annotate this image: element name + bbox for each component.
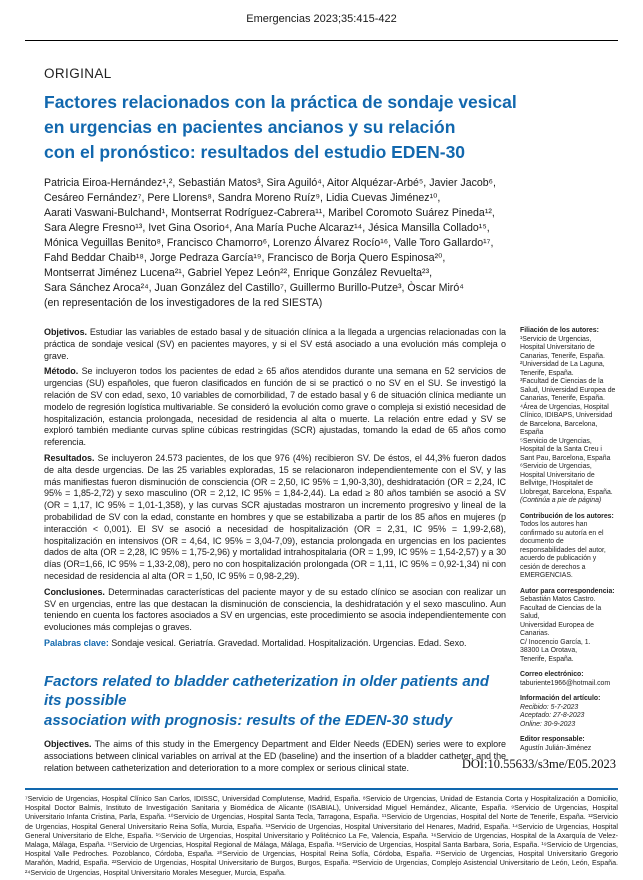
keywords-text: Sondaje vesical. Geriatría. Gravedad. Mortalidad. Hospitalización. Urgencias. Edad. Sexo. (111, 637, 467, 648)
title-line: Factors related to bladder catheterization in older patients and its possible (44, 672, 490, 710)
abstract-paragraph: Objetivos. Estudiar las variables de estado basal y de situación clínica a la llegada a urgencias relacionadas con la práctica de sondaje vesical (SV) en pacientes mayores, y si el SV está asociado a una evolución más compleja o grave. (44, 327, 506, 361)
sidebar-heading: Filiación de los autores: (520, 327, 599, 334)
sidebar (520, 327, 618, 779)
sidebar-line: Universidad Europea de Canarias. (520, 621, 594, 637)
author-line: Sara Alegre Fresno¹³, Ivet Gina Osorio⁴, Ana María Puche Alcaraz¹⁴, Jésica Mansilla Collado¹⁵, (44, 222, 490, 234)
sidebar-line: 38300 La Orotava, (520, 647, 578, 654)
sidebar-line: Sebastián Matos Castro. (520, 596, 596, 603)
affiliations-footnote: ⁷Servicio de Urgencias, Hospital Clínico San Carlos, IDISSC, Universidad Complutense, Madrid, España. ⁸Servicio de Urgencias, Unidad de Estancia Corta y Hospitalización a Domicilio, Hospital Doctor Balmis, Instituto de Investigación Sanitaria y Biomédica de Alicante (ISABIAL), Universidad Miguel Hernández, Alicante, España. ⁹Servicio de Urgencias, Hospital Universitario Infanta Cristina, Parla, España. ¹⁰Servicio de Urgencias, Hospital Santa Tecla, Tarragona, España. ¹¹Servicio de Urgencias, Hospital del Norte de Tenerife, España. ¹²Servicio de Urgencias, Hospital General Universitario Reina Sofía, Murcia, España. ¹³Servicio de Urgencias, Hospital Universitario del Henares, Madrid, España. ¹⁴Servicio de Urgencias, Hospital General Universitario de Elche, España. ¹⁵Servicio de Urgencias, Hospital Universitario y Politécnico La Fe, Valencia, España. ¹⁶Servicio de Urgencias, Hospital de la Axarquía de Velez-Malaga, Málaga, España. ¹⁷Servicio de Urgencias, Hospital Regional de Málaga, Málaga, España. ¹⁸Servicio de Urgencias, Hospital Santa Barbara, Soria, España. ¹⁹Servicio de Urgencias, Hospital Valle Pedroches. Pozoblanco, Córdoba, España. ²⁰Servicio de Urgencias, Hospital Reina Sofía, Córdoba, España. ²¹Servicio de Urgencias, Hospital Universitario Gregorio Marañón, Madrid, España. ²²Servicio de Urgencias, Hospital Universitario de Burgos, Burgos, España. ²³Servicio de Urgencias, Complejo Asistencial Universitario de León, León, España. ²⁴Servicio de Urgencias, Hospital Universitario Morales Meseguer, Murcia, España. (25, 795, 618, 877)
abstract-en-label: Objectives. (44, 739, 92, 750)
abstract-paragraph: Conclusiones. Determinadas características del paciente mayor y de su estado clínico se asocian con realizar un SV en urgencias, entre las que destacan la disminución de consciencia, la deshidratación y el sexo masculino. Aun teniendo en cuenta los factores asociados a SV en urgencias, este procedimiento se asocia independientemente con evoluciones más complejas o graves. (44, 586, 506, 633)
sidebar-heading: Correo electrónico: (520, 671, 584, 678)
paragraph-label: Conclusiones. (44, 586, 109, 597)
sidebar-line: Agustín Julián-Jiménez (520, 744, 592, 752)
author-list (44, 176, 589, 311)
keywords-label: Palabras clave: (44, 637, 109, 648)
author-line: Cesáreo Fernández⁷, Pere Llorens⁸, Sandra Moreno Ruíz⁹, Lidia Cuevas Jiménez¹⁰, (44, 192, 441, 204)
header-divider (25, 40, 618, 41)
sidebar-line: Todos los autores han confirmado su autoría en el documento de responsabilidades del autor, acuerdo de publicación y cesión de derechos a EMERGENCIAS. (520, 521, 606, 579)
author-line: Sara Sánchez Aroca²⁴, Juan González del Castillo⁷, Guillermo Burillo-Putze³, Òscar Miró⁴ (44, 282, 464, 294)
sidebar-line: ⁶Servicio de Urgencias, Hospital Universitario de Bellvitge, l'Hospitalet de Llobregat, Barcelona, España. (520, 463, 613, 496)
sidebar-heading: Autor para correspondencia: (520, 587, 615, 595)
author-line: (en representación de los investigadores de la red SIESTA) (44, 297, 323, 309)
sidebar-line: Recibido: 5-7-2023 (520, 703, 579, 711)
title-line: en urgencias en pacientes ancianos y su relación (44, 117, 456, 137)
sidebar-line: Aceptado: 27-8-2023 (520, 712, 585, 719)
sidebar-line: ²Universidad de La Laguna, Tenerife, España. (520, 361, 605, 377)
content-columns (44, 327, 618, 779)
paragraph-label: Resultados. (44, 452, 98, 463)
sidebar-line: Tenerife, España. (520, 655, 574, 663)
author-line: Mónica Veguillas Benito⁸, Francisco Chamorro⁶, Lorenzo Álvarez Rocío¹⁶, Valle Toro Gallardo¹⁷, (44, 237, 494, 249)
keywords-line (44, 638, 506, 650)
sidebar-line: ¹Servicio de Urgencias, Hospital Universitario de Canarias, Tenerife, España. (520, 335, 605, 360)
sidebar-heading: Información del artículo: (520, 695, 601, 702)
title-line: con el pronóstico: resultados del estudio EDEN-30 (44, 142, 466, 162)
abstract-en (44, 739, 506, 774)
sidebar-line: ³Facultad de Ciencias de la Salud, Universidad Europea de Canarias, Tenerife, España. (520, 378, 616, 402)
sidebar-line: Online: 30-9-2023 (520, 720, 576, 728)
sidebar-line: taburiente1966@hotmail.com (520, 679, 611, 687)
sidebar-block (520, 671, 618, 688)
sidebar-block (520, 695, 618, 729)
sidebar-line: ⁴Área de Urgencias, Hospital Clínico, IDIBAPS, Universidad de Barcelona, Barcelona, España (520, 403, 613, 436)
abstract-column (44, 327, 506, 779)
abstract-paragraph: Método. Se incluyeron todos los pacientes de edad ≥ 65 años atendidos durante una semana en 52 servicios de urgencias (SU) españoles, que fueron clasificados en función de si se practicó o no SV en el SU. Se investigó la relación de SV con edad, sexo, 10 variables de comorbilidad, 7 de estado basal y 6 de situación clínica mediante un modelo de regresión logística multivariable. Se consideró la evolución como grave o compleja si existió necesidad de hospitalización, estancia prolongada, necesidad de residencia al alta o muerte. La relación entre edad y SV se exploró también mediante curvas spline cúbicas restringidas (SCR) ajustadas, tomando la edad de 65 años como referencia. (44, 366, 506, 448)
sidebar-heading: Contribución de los autores: (520, 512, 614, 520)
sidebar-line: C/ Inocencio García, 1. (520, 638, 591, 646)
sidebar-line: ⁵Servicio de Urgencias, Hospital de la Santa Creu i Sant Pau, Barcelona, España (520, 437, 611, 462)
journal-reference: Emergencias 2023;35:415-422 (246, 13, 397, 25)
paragraph-label: Objetivos. (44, 327, 90, 337)
sidebar-block (520, 327, 618, 506)
article-title-en (44, 672, 506, 731)
paragraph-label: Método. (44, 366, 82, 377)
footer-divider (25, 788, 618, 790)
title-line: Factores relacionados con la práctica de sondaje vesical (44, 92, 517, 112)
abstract-paragraph: Resultados. Se incluyeron 24.573 pacientes, de los que 976 (4%) recibieron SV. De éstos, el 44,3% fueron dados de alta desde urgencias. De las 25 variables exploradas, 15 se relacionaron independientemente con el SV, y las más manifiestas fueron disminución de consciencia (OR = 2,50, IC 95% = 1,90-3,30), deshidratación (OR = 2,24, IC 95% = 1,85-2,72) y sexo masculino (OR = 2,12, IC 95% = 1,84-2,44). La edad ≥ 80 años también se asoció a SV (OR = 1,17, IC 95% = 1,01-1,358), y las curvas SCR ajustadas mostraron un incremento progresivo y lineal de la probabilidad de SV con la edad, constante en hombres y que se estabilizaba a partir de los 85 años en mujeres (p interacción < 0,001). El SV se asoció a necesidad de hospitalización (OR = 2,31, IC 95% = 1,99-2,68), hospitalización en intensivos (OR = 4,64, IC 95% = 3,04-7,09), estancia prolongada en urgencias en los pacientes dados de alta (OR = 2,28, IC 95% = 1,75-2,96) y mortalidad intrahospitalaria (OR = 1,99, IC 95% = 1,54-2,57) y a 30 días (OR=1,66, IC 95% = 1,33-2,08), pero no con hospitalización prolongada (OR = 1,11, IC 95% = 0,92-1,34) ni con necesidad de residencia al alta (OR = 1,50, IC 95% = 0,98-2,29). (44, 452, 506, 581)
sidebar-block (520, 736, 618, 753)
doi: DOI:10.55633/s3me/E05.2023 (461, 757, 616, 771)
article-title-es (44, 90, 544, 165)
sidebar-heading: Editor responsable: (520, 736, 585, 743)
author-line: Aarati Vaswani-Bulchand¹, Montserrat Rodríguez-Cabrera¹¹, Maribel Coromoto Suárez Pineda¹², (44, 207, 495, 219)
sidebar-line: (Continúa a pie de página) (520, 497, 602, 504)
abstract-en-text: The aims of this study in the Emergency Department and Elder Needs (EDEN) series were to explore associations between clinical variables on arrival at the ED (baseline) and the insertion of a bladder catheter, and the relation between catheterization and deterioration to a more complex or serious clinical state. (44, 739, 506, 773)
sidebar-line: Facultad de Ciencias de la Salud, (520, 604, 602, 620)
author-line: Fahd Beddar Chaib¹⁸, Jorge Pedraza García¹⁹, Francisco de Borja Quero Espinosa²⁰, (44, 252, 446, 264)
sidebar-block (520, 588, 618, 665)
sidebar-block (520, 513, 618, 581)
section-label: ORIGINAL (44, 66, 112, 81)
author-line: Patricia Eiroa-Hernández¹,², Sebastián Matos³, Sira Aguiló⁴, Aitor Alquézar-Arbé⁵, Javier Jacob⁶, (44, 177, 496, 189)
title-line: association with prognosis: results of the EDEN-30 study (44, 711, 453, 729)
author-line: Montserrat Jiménez Lucena²¹, Gabriel Yepez León²², Enrique González Revuelta²³, (44, 267, 433, 279)
abstract-es (44, 327, 506, 634)
